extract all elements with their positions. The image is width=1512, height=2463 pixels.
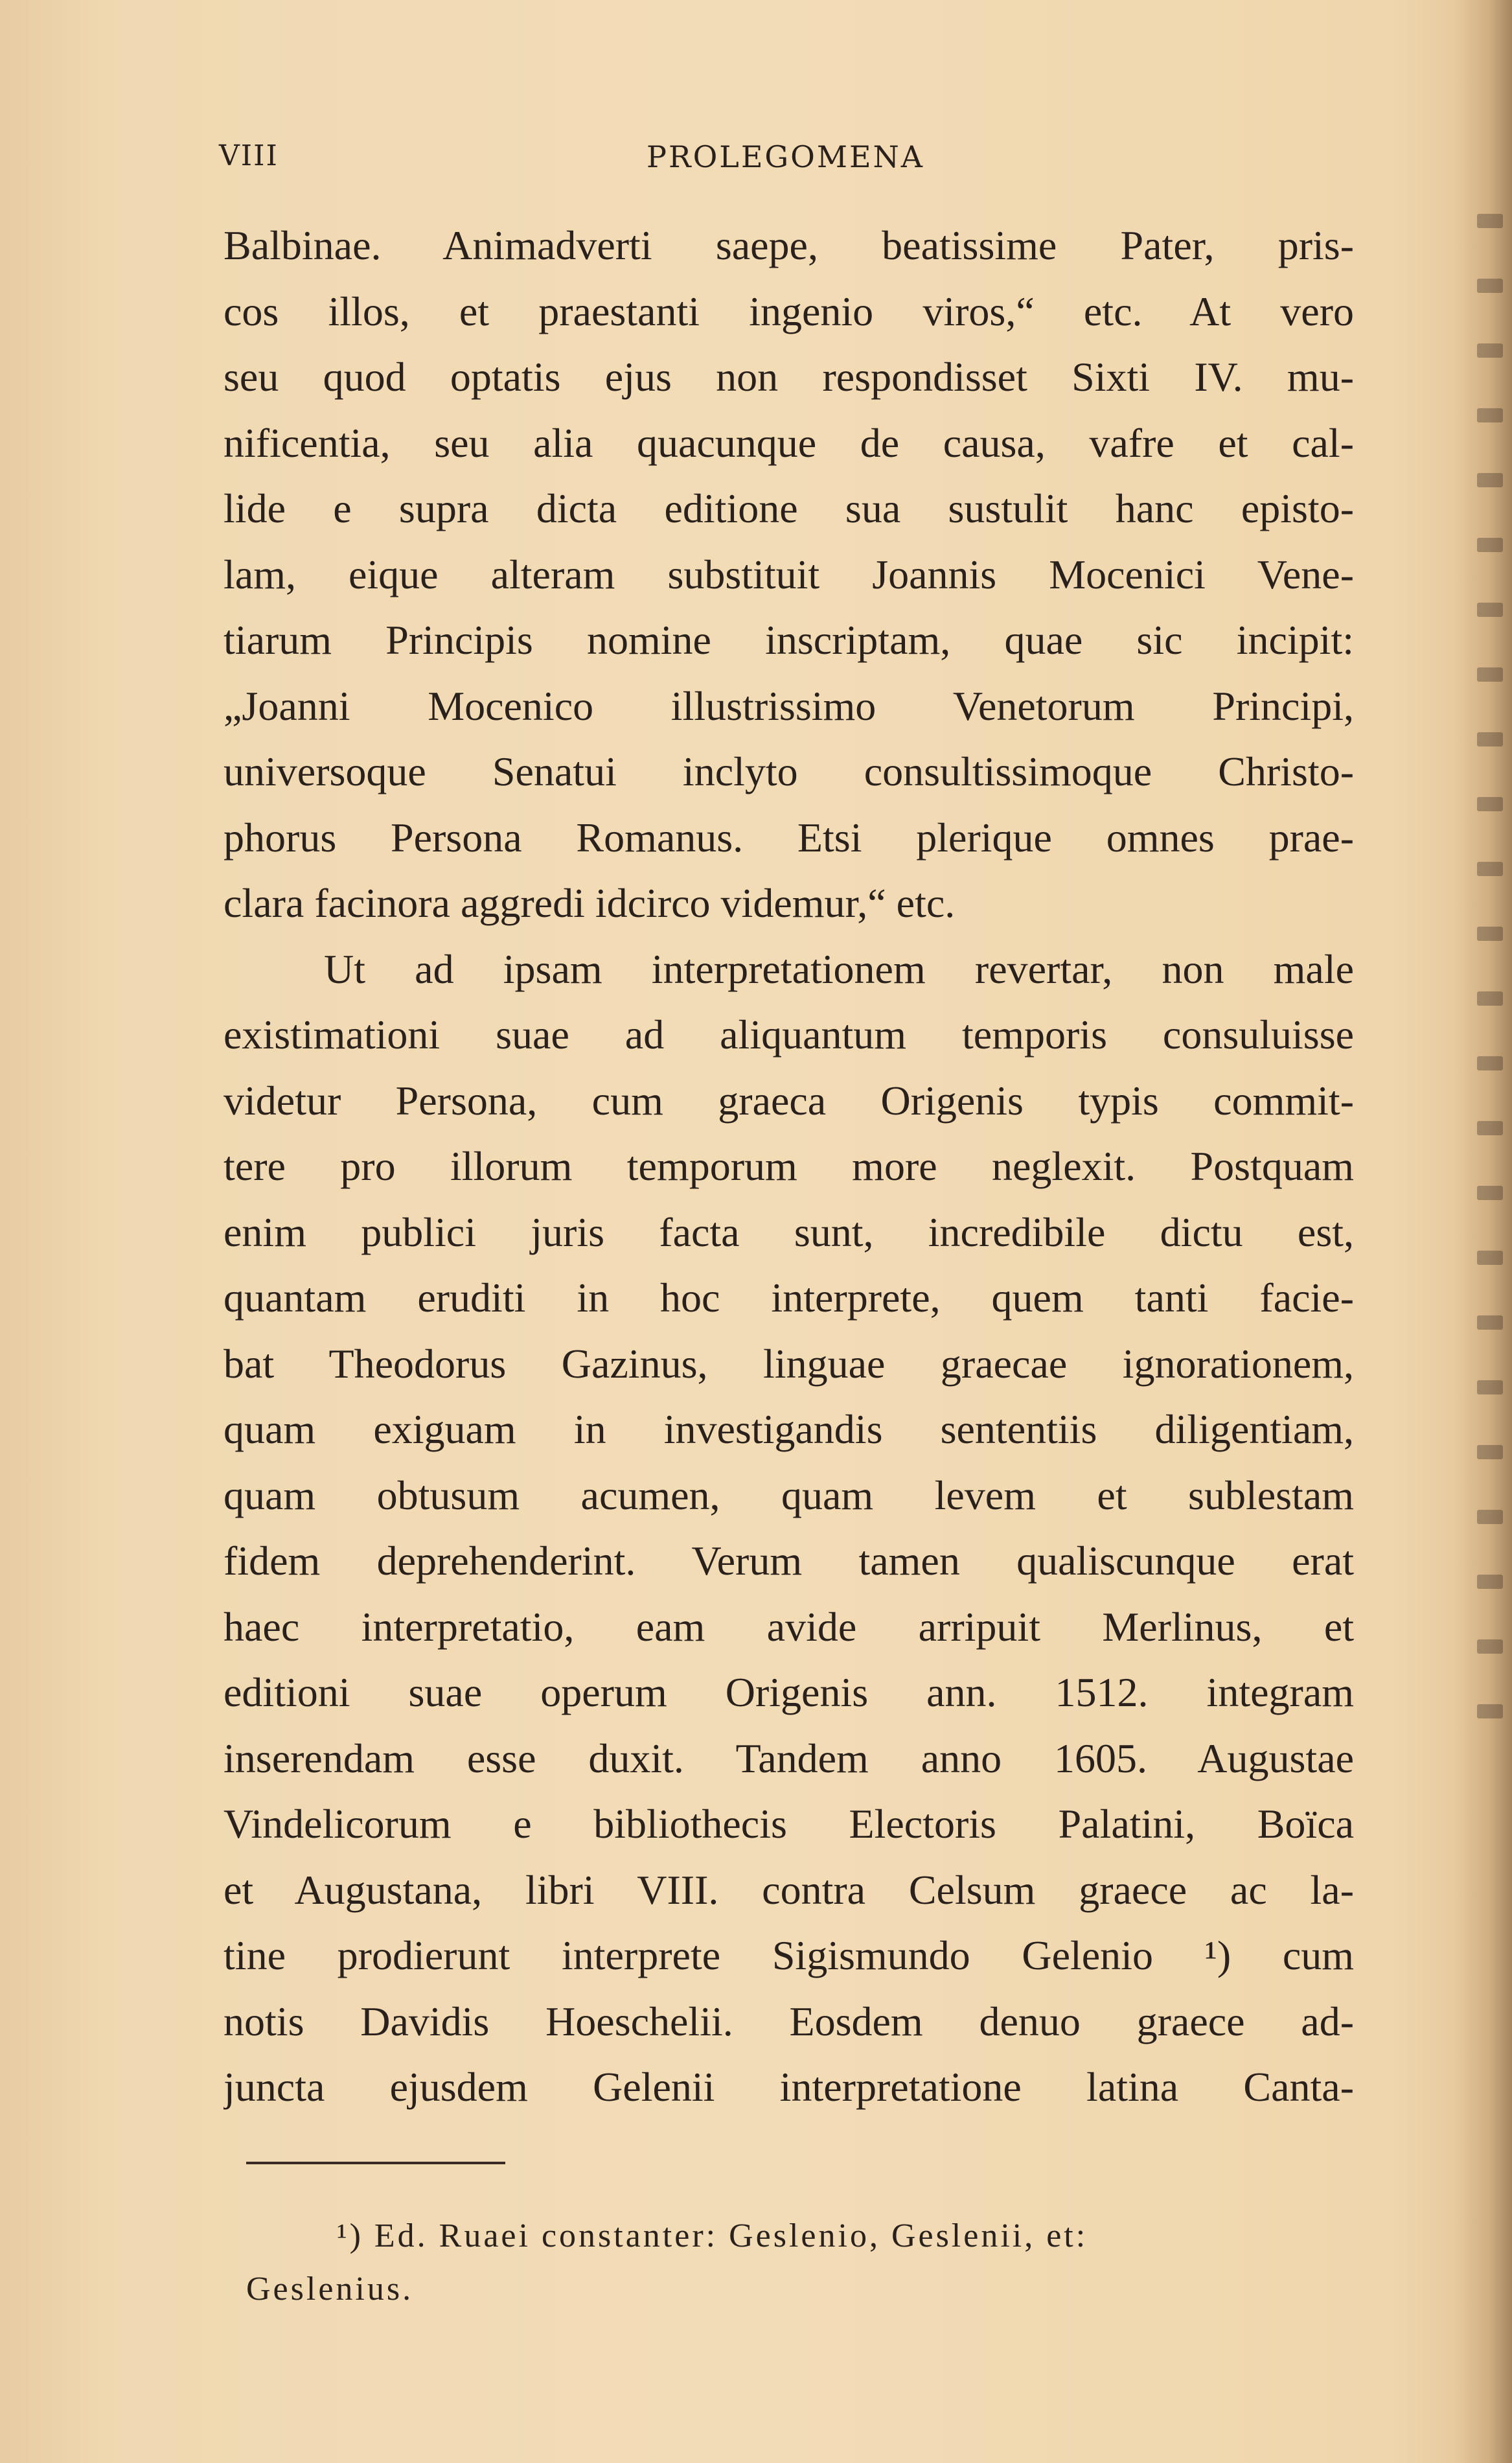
- text-line: lide e supra dicta editione sua sustulit hanc episto-: [223, 485, 1354, 531]
- running-head: PROLEGOMENA: [647, 139, 925, 174]
- text-line: clara facinora aggredi idcirco videmur,“ etc.: [223, 880, 956, 926]
- text-line: juncta ejusdem Gelenii interpretatione latina Canta-: [223, 2064, 1354, 2110]
- text-line: enim publici juris facta sunt, incredibile dictu est,: [223, 1208, 1354, 1255]
- text-line: videtur Persona, cum graeca Origenis typis commit-: [223, 1077, 1354, 1124]
- text-line: lam, eique alteram substituit Joannis Mocenici Vene-: [223, 551, 1354, 597]
- footnote-line: ¹) Ed. Ruaei constanter: Geslenio, Geslenii, et:: [337, 2217, 1088, 2254]
- bleed-through-marks: [1477, 214, 1503, 1769]
- text-line: Balbinae. Animadverti saepe, beatissime Pater, pris-: [223, 222, 1354, 268]
- footnote-line: Geslenius.: [246, 2271, 414, 2307]
- text-line: editioni suae operum Origenis ann. 1512. integram: [223, 1669, 1354, 1715]
- text-line: et Augustana, libri VIII. contra Celsum graece ac la-: [223, 1866, 1354, 1913]
- text-line: phorus Persona Romanus. Etsi plerique omnes prae-: [223, 814, 1354, 861]
- footnote: [246, 2210, 1360, 2316]
- text-line: tere pro illorum temporum more neglexit. Postquam: [223, 1143, 1354, 1189]
- text-line: notis Davidis Hoeschelii. Eosdem denuo graece ad-: [223, 1998, 1354, 2044]
- text-line: inserendam esse duxit. Tandem anno 1605. Augustae: [223, 1735, 1354, 1781]
- text-line: seu quod optatis ejus non respondisset Sixti IV. mu-: [223, 354, 1354, 400]
- text-line: quantam eruditi in hoc interprete, quem tanti facie-: [223, 1275, 1354, 1321]
- text-line: tine prodierunt interprete Sigismundo Gelenio ¹) cum: [223, 1932, 1354, 1978]
- text-line: universoque Senatui inclyto consultissimoque Christo-: [223, 748, 1354, 794]
- text-line: bat Theodorus Gazinus, linguae graecae ignorationem,: [223, 1340, 1354, 1387]
- text-line: Vindelicorum e bibliothecis Electoris Palatini, Boïca: [223, 1801, 1354, 1847]
- text-line: cos illos, et praestanti ingenio viros,“ etc. At vero: [223, 288, 1354, 334]
- body-text: [223, 213, 1354, 2120]
- text-line: nificentia, seu alia quacunque de causa, vafre et cal-: [223, 419, 1354, 466]
- text-line: haec interpretatio, eam avide arripuit Merlinus, et: [223, 1603, 1354, 1650]
- text-line: tiarum Principis nomine inscriptam, quae sic incipit:: [223, 617, 1354, 663]
- page-header: [219, 139, 1346, 178]
- paragraph-start-line: Ut ad ipsam interpretationem revertar, non male: [324, 945, 1354, 992]
- text-line: quam exiguam in investigandis sententiis diligentiam,: [223, 1406, 1354, 1452]
- text-line: fidem deprehenderint. Verum tamen qualiscunque erat: [223, 1538, 1354, 1584]
- page-number: VIII: [219, 139, 279, 172]
- text-line: existimationi suae ad aliquantum temporis consuluisse: [223, 1012, 1354, 1058]
- text-line: quam obtusum acumen, quam levem et sublestam: [223, 1472, 1354, 1518]
- text-line: „Joanni Mocenico illustrissimo Venetorum Principi,: [223, 682, 1354, 729]
- footnote-rule: [246, 2162, 505, 2164]
